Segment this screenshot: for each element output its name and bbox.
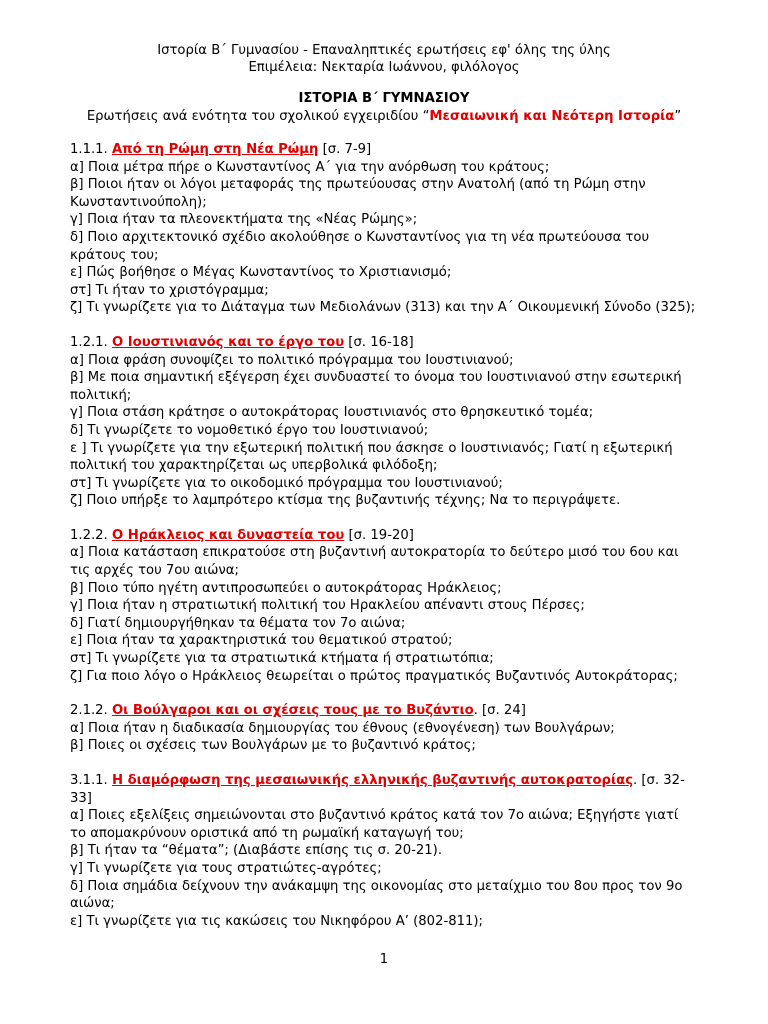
subtitle-suffix: ” <box>674 109 682 124</box>
question-item: στ] Τι γνωρίζετε για τα στρατιωτικά κτήματα ή στρατιωτόπια; <box>70 651 494 667</box>
question-item: ζ] Τι γνωρίζετε για το Διάταγμα των Μεδιολάνων (313) και την Α΄ Οικουμενική Σύνοδο (325); <box>70 300 696 316</box>
question-item: ε] Τι γνωρίζετε για τις κακώσεις του Νικηφόρου Α’ (802-811); <box>70 913 483 929</box>
question-item: στ] Τι γνωρίζετε για το οικοδομικό πρόγραμμα του Ιουστινιανού; <box>70 475 503 491</box>
section-heading <box>70 702 698 720</box>
section-pages: [σ. 19-20] <box>344 527 414 543</box>
section-title: Από τη Ρώμη στη Νέα Ρώμη <box>111 142 319 157</box>
question-item: ε] Ποια ήταν τα χαρακτηριστικά του θεματικού στρατού; <box>70 633 453 649</box>
section-number: 1.1.1. <box>70 142 108 157</box>
question-item: β] Ποιες οι σχέσεις των Βουλγάρων με το βυζαντινό κράτος; <box>70 738 476 754</box>
question-item: α] Ποια φράση συνοψίζει το πολιτικό πρόγραμμα του Ιουστινιανού; <box>70 352 514 368</box>
document-title: ΙΣΤΟΡΙΑ Β΄ ΓΥΜΝΑΣΙΟΥ <box>298 91 470 106</box>
section-1-2-1 <box>70 334 698 510</box>
section-number: 1.2.1. <box>70 334 108 350</box>
question-item: ε] Πώς βοήθησε ο Μέγας Κωνσταντίνος το Χριστιανισμό; <box>70 265 452 281</box>
page-number: 1 <box>379 952 389 967</box>
section-title: Η διαμόρφωση της μεσαιωνικής ελληνικής βυζαντινής αυτοκρατορίας <box>111 773 634 788</box>
section-2-1-2 <box>70 702 698 755</box>
question-item: δ] Ποια σημάδια δείχνουν την ανάκαμψη της οικονομίας στο μεταίχμιο του 8ου προς τον 9ο αιώνα; <box>70 878 683 912</box>
document-subtitle <box>70 108 698 126</box>
section-heading <box>70 334 698 352</box>
section-number: 3.1.1. <box>70 773 108 788</box>
question-item: ζ] Ποιο υπήρξε το λαμπρότερο κτίσμα της βυζαντινής τέχνης; Να το περιγράψετε. <box>70 493 621 509</box>
section-pages: [σ. 16-18] <box>344 334 414 350</box>
section-heading <box>70 527 698 545</box>
question-item: δ] Γιατί δημιουργήθηκαν τα θέματα τον 7ο αιώνα; <box>70 615 406 631</box>
question-item: γ] Ποια στάση κράτησε ο αυτοκράτορας Ιουστινιανός στο θρησκευτικό τομέα; <box>70 405 594 421</box>
subtitle-highlight: Μεσαιωνική και Νεότερη Ιστορία <box>429 109 675 124</box>
question-item: γ] Τι γνωρίζετε για τους στρατιώτες-αγρότες; <box>70 860 382 876</box>
question-item: δ] Ποιο αρχιτεκτονικό σχέδιο ακολούθησε ο Κωνσταντίνος για τη νέα πρωτεύουσα του κράτους του; <box>70 229 650 263</box>
question-item: γ] Ποια ήταν η στρατιωτική πολιτική του Ηρακλείου απέναντι στους Πέρσες; <box>70 598 585 614</box>
question-item: ε ] Τι γνωρίζετε για την εξωτερική πολιτική που άσκησε ο Ιουστινιανός; Γιατί η εξωτερική πολιτική του χαρακτηρίζεται ως υπερβολικά φιλόδοξη; <box>70 440 673 474</box>
question-item: ζ] Για ποιο λόγο ο Ηράκλειος θεωρείται ο πρώτος πραγματικός Βυζαντινός Αυτοκράτορας; <box>70 668 678 684</box>
section-heading <box>70 141 698 159</box>
section-pages: . [σ. 32-33] <box>70 773 685 806</box>
section-title: Ο Ιουστινιανός και το έργο του <box>111 334 345 350</box>
question-item: α] Ποιες εξελίξεις σημειώνονται στο βυζαντινό κράτος κατά τον 7ο αιώνα; Εξηγήστε γιατί το απομακρύνουν οριστικά από τη ρωμαϊκή καταγωγή του; <box>70 808 679 841</box>
section-pages: [σ. 7-9] <box>318 142 372 157</box>
section-number: 1.2.2. <box>70 527 108 543</box>
title-block <box>70 90 698 126</box>
question-item: β] Τι ήταν τα “θέματα”; (Διαβάστε επίσης τις σ. 20-21). <box>70 843 443 859</box>
section-1-2-2 <box>70 527 698 685</box>
section-title: Οι Βούλγαροι και οι σχέσεις τους με το Βυζάντιο <box>111 703 474 719</box>
section-3-1-1 <box>70 772 698 930</box>
section-number: 2.1.2. <box>70 703 108 719</box>
subtitle-prefix: Ερωτήσεις ανά ενότητα του σχολικού εγχειριδίου “ <box>86 109 430 124</box>
section-pages: . [σ. 24] <box>473 703 526 719</box>
section-1-1-1 <box>70 141 698 317</box>
question-item: στ] Τι ήταν το χριστόγραμμα; <box>70 282 269 298</box>
section-heading <box>70 772 698 807</box>
question-item: δ] Τι γνωρίζετε το νομοθετικό έργο του Ιουστινιανού; <box>70 422 429 438</box>
header-line-author: Επιμέλεια: Νεκταρία Ιωάννου, φιλόλογος <box>248 60 520 75</box>
section-title: Ο Ηράκλειος και δυναστεία του <box>111 527 345 543</box>
question-item: β] Ποιο τύπο ηγέτη αντιπροσωπεύει ο αυτοκράτορας Ηράκλειος; <box>70 580 502 596</box>
question-item: γ] Ποια ήταν τα πλεονεκτήματα της «Νέας Ρώμης»; <box>70 212 418 228</box>
questions-content <box>70 141 698 947</box>
question-item: α] Ποια κατάσταση επικρατούσε στη βυζαντινή αυτοκρατορία το δεύτερο μισό του 6ου και τις αρχές του 7ου αιώνα; <box>70 545 679 579</box>
question-item: β] Με ποια σημαντική εξέγερση έχει συνδυαστεί το όνομα του Ιουστινιανού στην εσωτερική πολιτική; <box>70 370 682 403</box>
question-item: β] Ποιοι ήταν οι λόγοι μεταφοράς της πρωτεύουσας στην Ανατολή (από τη Ρώμη στην Κωνσταντινούπολη); <box>70 177 646 210</box>
header-line-course: Ιστορία Β΄ Γυμνασίου - Επαναληπτικές ερωτήσεις εφ' όλης της ύλης <box>157 43 611 58</box>
question-item: α] Ποια ήταν η διαδικασία δημιουργίας του έθνους (εθνογένεση) των Βουλγάρων; <box>70 720 615 736</box>
question-item: α] Ποια μέτρα πήρε ο Κωνσταντίνος Α΄ για την ανόρθωση του κράτους; <box>70 159 550 175</box>
page-header <box>0 42 768 76</box>
